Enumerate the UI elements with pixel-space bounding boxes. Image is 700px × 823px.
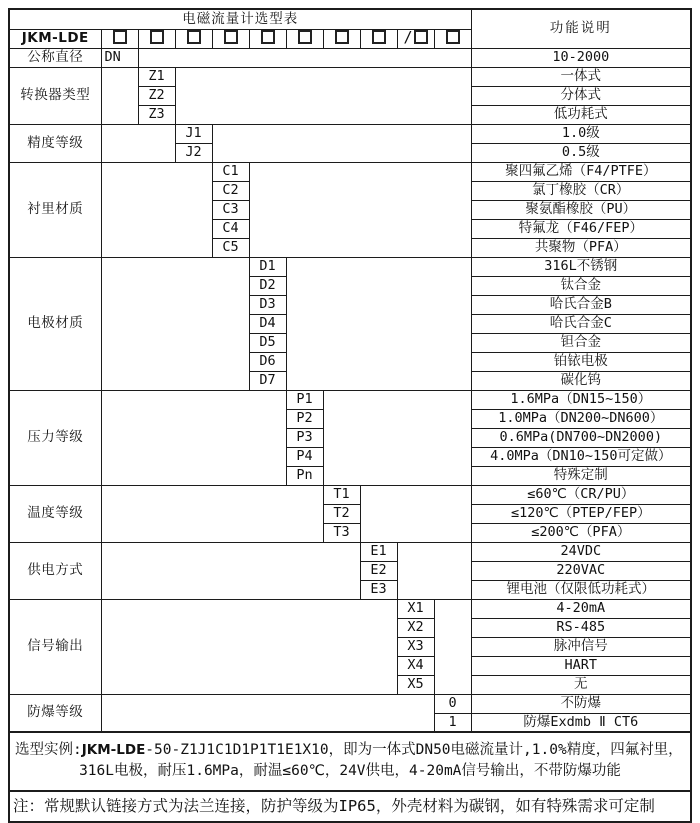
spacer-cell [101,485,323,542]
category-label-pressure: 压力等级 [9,390,101,485]
spacer-cell [286,257,471,390]
category-label-converter: 转换器类型 [9,67,101,124]
code-cell: D4 [249,314,286,333]
code-cell: 0 [434,694,471,713]
spacer-cell [101,257,249,390]
code-cell: X3 [397,637,434,656]
checkbox-icon [335,30,349,44]
category-label-accuracy: 精度等级 [9,124,101,162]
code-cell: X1 [397,599,434,618]
code-cell: J2 [175,143,212,162]
selection-example [10,733,690,792]
code-cell: E3 [360,580,397,599]
code-cell: Pn [286,466,323,485]
model-digit-cell-p[interactable] [286,29,323,48]
code-cell: T3 [323,523,360,542]
category-label-electrode: 电极材质 [9,257,101,390]
desc-cell: 0.5级 [471,143,691,162]
category-label-diameter: 公称直径 [9,48,101,67]
desc-cell: 4-20mA [471,599,691,618]
code-cell: T2 [323,504,360,523]
model-digit-cell-dn[interactable] [101,29,138,48]
desc-cell: HART [471,656,691,675]
function-description-header: 功能说明 [471,9,691,48]
desc-cell: 1.0MPa（DN200~DN600） [471,409,691,428]
spacer-cell [101,542,360,599]
checkbox-icon [372,30,386,44]
spacer-cell [360,485,471,542]
checkbox-icon [261,30,275,44]
checkbox-icon [446,30,460,44]
spacer-cell [249,162,471,257]
code-cell: D6 [249,352,286,371]
model-digit-cell-ex[interactable] [434,29,471,48]
code-cell: C1 [212,162,249,181]
desc-cell: 特氟龙（F46/FEP） [471,219,691,238]
model-digit-cell-z[interactable] [138,29,175,48]
desc-cell: 脉冲信号 [471,637,691,656]
model-digit-cell-x[interactable] [397,29,434,48]
checkbox-icon [187,30,201,44]
code-cell: 1 [434,713,471,732]
spacer-cell [175,67,471,124]
separator-slash: / [403,29,413,46]
model-prefix: JKM-LDE [9,29,101,48]
desc-cell: 铂铱电极 [471,352,691,371]
code-cell: Z3 [138,105,175,124]
code-cell: D1 [249,257,286,276]
code-cell: X2 [397,618,434,637]
desc-cell: 碳化钨 [471,371,691,390]
example-code-string: -50-Z1J1C1D1P1T1E1X10，即为一体式DN50电磁流量计,1.0%精度，四氟衬里， [145,742,683,758]
checkbox-icon [150,30,164,44]
code-cell: Z2 [138,86,175,105]
desc-cell: 10-2000 [471,48,691,67]
desc-cell: ≤200℃（PFA） [471,523,691,542]
spacer-cell [101,390,286,485]
desc-cell: 0.6MPa(DN700~DN2000) [471,428,691,447]
desc-cell: ≤120℃（PTEP/FEP） [471,504,691,523]
code-cell: C2 [212,181,249,200]
spacer-cell [323,390,471,485]
code-cell: D3 [249,295,286,314]
example-line-1 [12,740,688,761]
desc-cell: 氯丁橡胶（CR） [471,181,691,200]
desc-cell: 防爆Exdmb Ⅱ CT6 [471,713,691,732]
code-cell: C3 [212,200,249,219]
desc-cell: 24VDC [471,542,691,561]
code-cell: Z1 [138,67,175,86]
code-cell: T1 [323,485,360,504]
code-cell: P2 [286,409,323,428]
code-cell: C5 [212,238,249,257]
code-cell: P3 [286,428,323,447]
desc-cell: 聚氨酯橡胶（PU） [471,200,691,219]
desc-cell: 316L不锈钢 [471,257,691,276]
model-digit-cell-d[interactable] [249,29,286,48]
code-cell: D5 [249,333,286,352]
spacer-cell [138,48,471,67]
checkbox-icon [224,30,238,44]
note-line: 注：常规默认链接方式为法兰连接，防护等级为IP65，外壳材料为碳钢，如有特殊需求可定制 [13,797,655,816]
spacer-cell [101,67,138,124]
example-model: JKM-LDE [81,742,146,758]
code-cell: E2 [360,561,397,580]
desc-cell: 220VAC [471,561,691,580]
code-cell: X5 [397,675,434,694]
checkbox-icon [414,30,428,44]
desc-cell: ≤60℃（CR/PU） [471,485,691,504]
desc-cell: 共聚物（PFA） [471,238,691,257]
desc-cell: 哈氏合金B [471,295,691,314]
desc-cell: 聚四氟乙烯（F4/PTFE） [471,162,691,181]
model-digit-cell-j[interactable] [175,29,212,48]
checkbox-icon [113,30,127,44]
desc-cell: 钛合金 [471,276,691,295]
category-label-signal: 信号输出 [9,599,101,694]
desc-cell: 无 [471,675,691,694]
spacer-cell [101,694,434,732]
table-title: 电磁流量计选型表 [9,9,471,29]
desc-cell: 分体式 [471,86,691,105]
model-digit-cell-e[interactable] [360,29,397,48]
desc-cell: 4.0MPa（DN10~150可定做） [471,447,691,466]
example-line-2: 316L电极，耐压1.6MPa，耐温≤60℃，24V供电，4-20mA信号输出，不带防爆功能 [79,763,621,780]
desc-cell: 低功耗式 [471,105,691,124]
category-label-lining: 衬里材质 [9,162,101,257]
desc-cell: 锂电池（仅限低功耗式） [471,580,691,599]
category-label-power: 供电方式 [9,542,101,599]
example-prefix: 选型实例: [15,742,82,758]
code-cell: D7 [249,371,286,390]
code-cell: DN [101,48,138,67]
spacer-cell [101,599,397,694]
spacer-cell [434,599,471,694]
desc-cell: 特殊定制 [471,466,691,485]
code-cell: X4 [397,656,434,675]
code-cell: P4 [286,447,323,466]
category-label-explosionproof: 防爆等级 [9,694,101,732]
spacer-cell [101,124,175,162]
code-cell: J1 [175,124,212,143]
code-cell: P1 [286,390,323,409]
model-digit-cell-c[interactable] [212,29,249,48]
desc-cell: 哈氏合金C [471,314,691,333]
spacer-cell [397,542,471,599]
desc-cell: 1.6MPa（DN15~150） [471,390,691,409]
desc-cell: 1.0级 [471,124,691,143]
code-cell: D2 [249,276,286,295]
code-cell: C4 [212,219,249,238]
code-cell: E1 [360,542,397,561]
spacer-cell [212,124,471,162]
selection-table [8,8,692,733]
desc-cell: 一体式 [471,67,691,86]
spacer-cell [101,162,212,257]
desc-cell: 钽合金 [471,333,691,352]
desc-cell: RS-485 [471,618,691,637]
desc-cell: 不防爆 [471,694,691,713]
checkbox-icon [298,30,312,44]
model-digit-cell-t[interactable] [323,29,360,48]
category-label-temperature: 温度等级 [9,485,101,542]
